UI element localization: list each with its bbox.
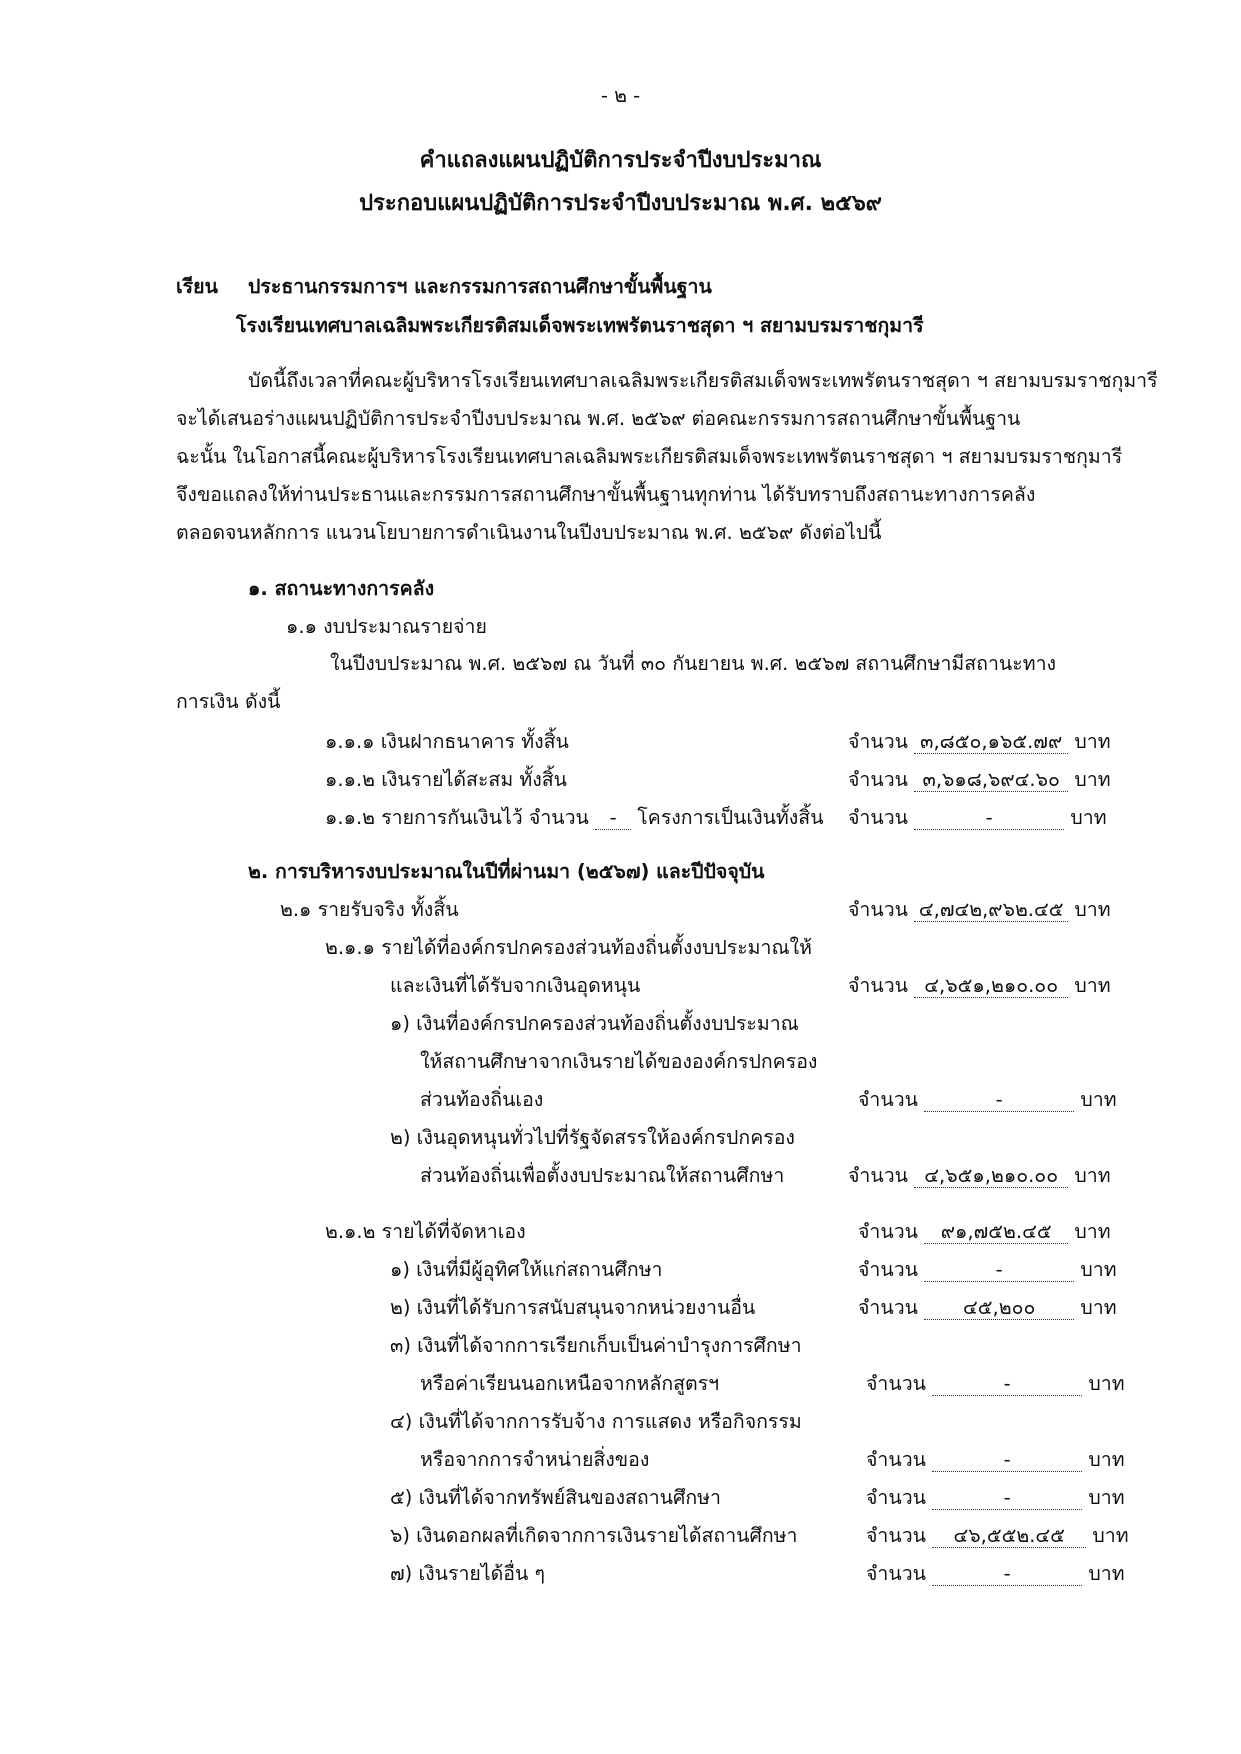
self-income-item: ๓) เงินที่ได้จากการเรียกเก็บเป็นค่าบำรุงการศึกษา bbox=[390, 1334, 802, 1357]
page-number: - ๒ - bbox=[600, 84, 641, 107]
salutation-line2: โรงเรียนเทศบาลเฉลิมพระเกียรติสมเด็จพระเทพรัตนราชสุดา ฯ สยามบรมราชกุมารี bbox=[236, 314, 924, 337]
reserved-funds-amount: - bbox=[914, 806, 1064, 830]
accumulated-income-label: ๑.๑.๒ เงินรายได้สะสม ทั้งสิ้น bbox=[325, 768, 567, 791]
self-income-item-cont: หรือค่าเรียนนอกเหนือจากหลักสูตรฯ bbox=[420, 1372, 720, 1395]
local-gov-sub1-amount: - bbox=[924, 1088, 1074, 1112]
salutation-prefix: เรียน bbox=[176, 275, 218, 298]
local-gov-sub1-line: ให้สถานศึกษาจากเงินรายได้ขององค์กรปกครอง bbox=[420, 1050, 818, 1073]
self-income-item-amount-row: จำนวน ๔๖,๕๕๒.๔๕ บาท bbox=[866, 1524, 1129, 1547]
accumulated-income-amount: ๓,๖๑๘,๖๙๔.๖๐ bbox=[914, 768, 1068, 792]
section2-heading: ๒. การบริหารงบประมาณในปีที่ผ่านมา (๒๕๖๗) และปีปัจจุบัน bbox=[248, 860, 765, 883]
bank-deposit-amount: ๓,๘๕๐,๑๖๕.๗๙ bbox=[914, 730, 1068, 754]
document-title: คำแถลงแผนปฏิบัติการประจำปีงบประมาณ bbox=[419, 148, 822, 173]
total-revenue-label: ๒.๑ รายรับจริง ทั้งสิ้น bbox=[280, 898, 459, 921]
self-income-item-amount: - bbox=[932, 1562, 1082, 1586]
self-income-item-amount-row: จำนวน - บาท bbox=[866, 1448, 1125, 1471]
self-income-item: ๑) เงินที่มีผู้อุทิศให้แก่สถานศึกษา bbox=[390, 1258, 663, 1281]
self-income-item: ๒) เงินที่ได้รับการสนับสนุนจากหน่วยงานอื่น bbox=[390, 1296, 756, 1319]
self-income-amount-row: จำนวน ๙๑,๗๕๒.๔๕ บาท bbox=[858, 1220, 1111, 1243]
document-subtitle: ประกอบแผนปฏิบัติการประจำปีงบประมาณ พ.ศ. ๒๕๖๙ bbox=[359, 191, 882, 216]
local-gov-income-label-cont: และเงินที่ได้รับจากเงินอุดหนุน bbox=[390, 974, 641, 997]
section1-paragraph-line: การเงิน ดังนี้ bbox=[176, 690, 281, 713]
self-income-item-amount-row: จำนวน - บาท bbox=[866, 1562, 1125, 1585]
self-income-item-amount: - bbox=[924, 1258, 1074, 1282]
self-income-label: ๒.๑.๒ รายได้ที่จัดหาเอง bbox=[325, 1220, 526, 1243]
accumulated-income-amount-row: จำนวน ๓,๖๑๘,๖๙๔.๖๐ บาท bbox=[848, 768, 1111, 791]
intro-line: จึงขอแถลงให้ท่านประธานและกรรมการสถานศึกษาขั้นพื้นฐานทุกท่าน ได้รับทราบถึงสถานะทางการคลัง bbox=[176, 483, 1036, 506]
self-income-item-amount-row: จำนวน - บาท bbox=[866, 1486, 1125, 1509]
self-income-item-amount-row: จำนวน - บาท bbox=[858, 1258, 1117, 1281]
self-income-item-cont: หรือจากการจำหน่ายสิ่งของ bbox=[420, 1448, 650, 1471]
self-income-item: ๖) เงินดอกผลที่เกิดจากการเงินรายได้สถานศึกษา bbox=[390, 1524, 798, 1547]
section1-subheading: ๑.๑ งบประมาณรายจ่าย bbox=[286, 615, 487, 638]
self-income-item-amount-row: จำนวน - บาท bbox=[866, 1372, 1125, 1395]
self-income-item-amount: - bbox=[932, 1486, 1082, 1510]
self-income-item: ๔) เงินที่ได้จากการรับจ้าง การแสดง หรือกิจกรรม bbox=[390, 1410, 802, 1433]
reserved-project-count: - bbox=[595, 806, 631, 830]
reserved-funds-label: ๑.๑.๒ รายการกันเงินไว้ จำนวน - โครงการเป็นเงินทั้งสิ้น bbox=[325, 806, 824, 829]
intro-line: ตลอดจนหลักการ แนวนโยบายการดำเนินงานในปีงบประมาณ พ.ศ. ๒๕๖๙ ดังต่อไปนี้ bbox=[176, 521, 882, 544]
local-gov-income-amount-row: จำนวน ๔,๖๕๑,๒๑๐.๐๐ บาท bbox=[848, 974, 1111, 997]
self-income-item-amount: - bbox=[932, 1448, 1082, 1472]
total-revenue-amount-row: จำนวน ๔,๗๔๒,๙๖๒.๔๕ บาท bbox=[848, 898, 1111, 921]
self-income-item: ๕) เงินที่ได้จากทรัพย์สินของสถานศึกษา bbox=[390, 1486, 721, 1509]
self-income-item-amount: ๔๖,๕๕๒.๔๕ bbox=[932, 1524, 1086, 1548]
section1-heading: ๑. สถานะทางการคลัง bbox=[248, 577, 435, 600]
local-gov-sub2-line: ๒) เงินอุดหนุนทั่วไปที่รัฐจัดสรรให้องค์กรปกครอง bbox=[390, 1126, 795, 1149]
self-income-item: ๗) เงินรายได้อื่น ๆ bbox=[390, 1562, 546, 1585]
local-gov-sub2-line: ส่วนท้องถิ่นเพื่อตั้งงบประมาณให้สถานศึกษา bbox=[420, 1164, 785, 1187]
local-gov-sub1-line: ส่วนท้องถิ่นเอง bbox=[420, 1088, 544, 1111]
intro-line: จะได้เสนอร่างแผนปฏิบัติการประจำปีงบประมาณ พ.ศ. ๒๕๖๙ ต่อคณะกรรมการสถานศึกษาขั้นพื้นฐาน bbox=[176, 407, 1021, 430]
local-gov-sub1-line: ๑) เงินที่องค์กรปกครองส่วนท้องถิ่นตั้งงบประมาณ bbox=[390, 1012, 799, 1035]
local-gov-income-amount: ๔,๖๕๑,๒๑๐.๐๐ bbox=[914, 974, 1068, 998]
intro-line: บัดนี้ถึงเวลาที่คณะผู้บริหารโรงเรียนเทศบาลเฉลิมพระเกียรติสมเด็จพระเทพรัตนราชสุดา ฯ สยามบรมราชกุมารี bbox=[248, 369, 1158, 392]
local-gov-sub1-amount-row: จำนวน - บาท bbox=[858, 1088, 1117, 1111]
local-gov-sub2-amount-row: จำนวน ๔,๖๕๑,๒๑๐.๐๐ บาท bbox=[848, 1164, 1111, 1187]
self-income-item-amount: ๔๕,๒๐๐ bbox=[924, 1296, 1074, 1320]
local-gov-income-label: ๒.๑.๑ รายได้ที่องค์กรปกครองส่วนท้องถิ่นตั้งงบประมาณให้ bbox=[325, 936, 812, 959]
self-income-item-amount: - bbox=[932, 1372, 1082, 1396]
bank-deposit-label: ๑.๑.๑ เงินฝากธนาคาร ทั้งสิ้น bbox=[325, 730, 569, 753]
local-gov-sub2-amount: ๔,๖๕๑,๒๑๐.๐๐ bbox=[914, 1164, 1068, 1188]
intro-line: ฉะนั้น ในโอกาสนี้คณะผู้บริหารโรงเรียนเทศบาลเฉลิมพระเกียรติสมเด็จพระเทพรัตนราชสุดา ฯ สยามบรมราชกุมารี bbox=[176, 445, 1123, 468]
total-revenue-amount: ๔,๗๔๒,๙๖๒.๔๕ bbox=[914, 898, 1068, 922]
section1-paragraph-line: ในปีงบประมาณ พ.ศ. ๒๕๖๗ ณ วันที่ ๓๐ กันยายน พ.ศ. ๒๕๖๗ สถานศึกษามีสถานะทาง bbox=[330, 652, 1057, 675]
salutation-line1: ประธานกรรมการฯ และกรรมการสถานศึกษาขั้นพื้นฐาน bbox=[248, 275, 712, 298]
bank-deposit-amount-row: จำนวน ๓,๘๕๐,๑๖๕.๗๙ บาท bbox=[848, 730, 1111, 753]
self-income-item-amount-row: จำนวน ๔๕,๒๐๐ บาท bbox=[858, 1296, 1117, 1319]
self-income-amount: ๙๑,๗๕๒.๔๕ bbox=[924, 1220, 1068, 1244]
reserved-funds-amount-row: จำนวน - บาท bbox=[848, 806, 1107, 829]
